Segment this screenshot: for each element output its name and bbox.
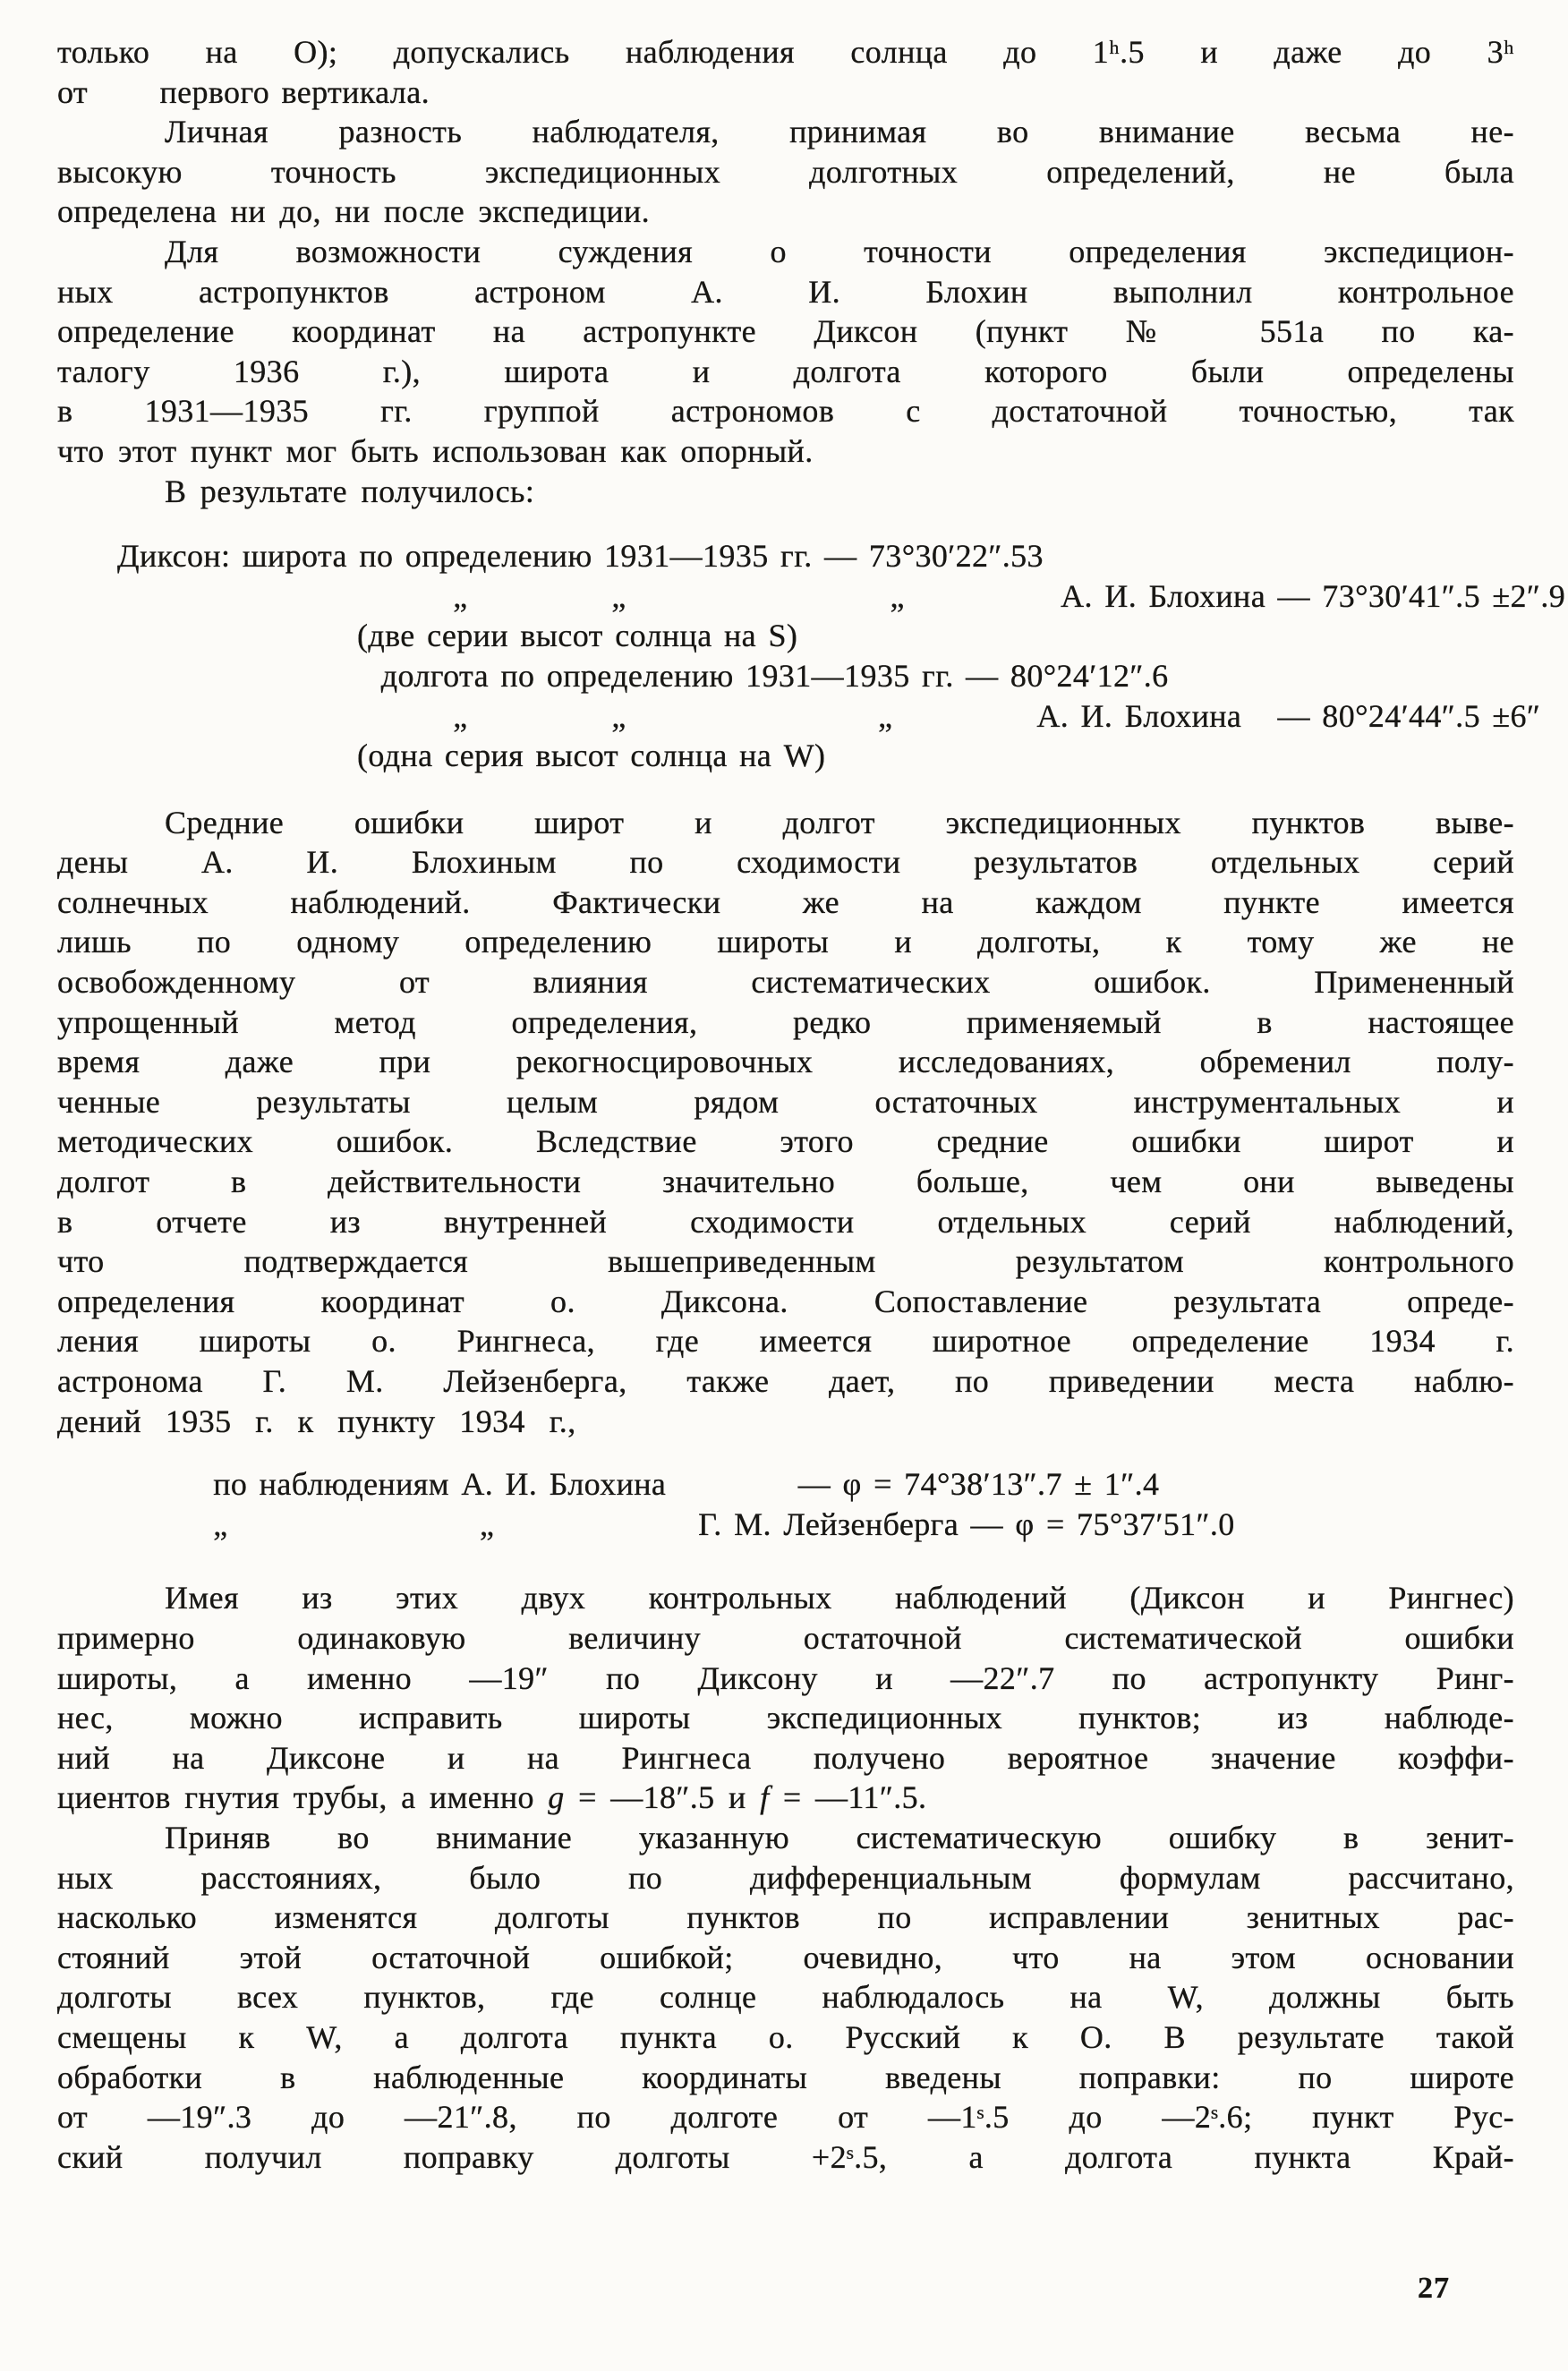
text-line: обработки в наблюденные координаты введены поправки: по широте — [57, 2059, 1514, 2095]
text-line: освобожденному от влияния систематических ошибок. Примененный — [57, 964, 1514, 1001]
paragraph-continued — [57, 32, 1514, 112]
paragraph-systematic-error — [57, 1578, 1514, 1818]
data-line: по наблюдениям А. И. Блохина — φ = 74°38′13″.7 ± 1″.4 — [57, 1466, 1160, 1503]
paragraph-corrections — [57, 1818, 1514, 2177]
dixon-coordinates-block — [57, 536, 1566, 776]
result-intro-line: В результате получилось: — [165, 473, 535, 509]
text-line: ления широты о. Рингнеса, где имеется широтное определение 1934 г. — [57, 1323, 1514, 1360]
text-line: Приняв во внимание указанную систематическую ошибку в зенит- — [165, 1819, 1514, 1855]
text-column — [57, 32, 1566, 2177]
data-line: (одна серия высот солнца на W) — [57, 738, 826, 774]
text-line: Личная разность наблюдателя, принимая во внимание весьма не- — [165, 114, 1514, 150]
text-line: широты, а именно —19″ по Диксону и —22″.7 по астропункту Ринг- — [57, 1659, 1514, 1696]
paragraph-personal-difference — [57, 112, 1514, 232]
text-line: талогу 1936 г.), широта и долгота которого были определены — [57, 353, 1514, 389]
text-line: ных астропунктов астроном А. И. Блохин выполнил контрольное — [57, 273, 1514, 310]
text-line: долготы всех пунктов, где солнце наблюдалось на W, должны быть — [57, 1979, 1514, 2016]
text-line: астронома Г. М. Лейзенберга, также дает, по приведении места наблю- — [57, 1363, 1514, 1399]
text-line: ский получил поправку долготы +2ˢ.5, а долгота пункта Край- — [57, 2138, 1514, 2175]
text-line: нес, можно исправить широты экспедиционных пунктов; из наблюде- — [57, 1700, 1514, 1736]
data-line: „ „ „ А. И. Блохина — 80°24′44″.5 ±6″ — [57, 697, 1541, 734]
data-line: „ „ „ А. И. Блохина — 73°30′41″.5 ±2″.9 — [57, 577, 1566, 614]
text-line: ченные результаты целым рядом остаточных инструментальных и — [57, 1083, 1514, 1120]
text-line: что подтверждается вышеприведенным результатом контрольного — [57, 1243, 1514, 1280]
text-line: стояний этой остаточной ошибкой; очевидно, что на этом основании — [57, 1939, 1514, 1975]
data-line: (две серии высот солнца на S) — [57, 618, 798, 654]
coefficient-f: f — [760, 1779, 770, 1816]
text-line: методических ошибок. Вследствие этого средние ошибки широт и — [57, 1123, 1514, 1160]
text-line: что этот пункт мог быть использован как опорный. — [57, 432, 814, 469]
text-line: в отчете из внутренней сходимости отдельных серий наблюдений, — [57, 1203, 1514, 1240]
data-line: „ „ Г. М. Лейзенберга — φ = 75°37′51″.0 — [57, 1505, 1235, 1542]
text-line: высокую точность экспедиционных долготных определений, не была — [57, 153, 1514, 190]
text-line: только на O); допускались наблюдения солнца до 1ʰ.5 и даже до 3ʰ — [57, 34, 1514, 70]
paragraph-control-determination — [57, 232, 1514, 472]
text-line: лишь по одному определению широты и долготы, к тому же не — [57, 924, 1514, 960]
text-line: в 1931—1935 гг. группой астрономов с достаточной точностью, так — [57, 393, 1514, 430]
text-segment: = —11″.5. — [769, 1779, 927, 1816]
text-line: смещены к W, а долгота пункта о. Русский к О. В результате такой — [57, 2018, 1514, 2055]
data-line: Диксон: широта по определению 1931—1935 гг. — 73°30′22″.53 — [57, 538, 1044, 575]
text-line: дений 1935 г. к пункту 1934 г., — [57, 1403, 576, 1439]
data-line: долгота по определению 1931—1935 гг. — 80°24′12″.6 — [57, 657, 1169, 694]
page-number: 27 — [1418, 2272, 1450, 2305]
text-line: время даже при рекогносцировочных исследованиях, обременил полу- — [57, 1044, 1514, 1080]
text-line: дены А. И. Блохиным по сходимости результатов отдельных серий — [57, 844, 1514, 881]
text-line: определения координат о. Диксона. Сопоставление результата опреде- — [57, 1283, 1514, 1319]
text-line: определена ни до, ни после экспедиции. — [57, 193, 651, 230]
text-line: Имея из этих двух контрольных наблюдений (Диксон и Рингнес) — [165, 1580, 1514, 1616]
latitude-observations-block — [57, 1464, 1514, 1544]
text-line: ний на Диксоне и на Рингнеса получено вероятное значение коэффи- — [57, 1739, 1514, 1776]
text-line: долгот в действительности значительно больше, чем они выведены — [57, 1164, 1514, 1200]
text-line: Средние ошибки широт и долгот экспедиционных пунктов выве- — [165, 804, 1514, 840]
text-line: упрощенный метод определения, редко применяемый в настоящее — [57, 1003, 1514, 1040]
text-line-with-coefficients — [57, 1778, 1514, 1818]
text-line: солнечных наблюдений. Фактически же на каждом пункте имеется — [57, 883, 1514, 920]
text-line: Для возможности суждения о точности определения экспедицион- — [165, 233, 1514, 269]
text-line: ных расстояниях, было по дифференциальным формулам рассчитано, — [57, 1859, 1514, 1896]
text-line: насколько изменятся долготы пунктов по исправлении зенитных рас- — [57, 1899, 1514, 1936]
text-line: определение координат на астропункте Диксон (пункт № 551а по ка- — [57, 313, 1514, 350]
text-line: от первого вертикала. — [57, 73, 430, 110]
text-segment: циентов гнутия трубы, а именно — [57, 1779, 549, 1816]
coefficient-g: g — [548, 1779, 565, 1816]
text-segment: = —18″.5 и — [564, 1779, 761, 1816]
paragraph-mean-errors — [57, 803, 1514, 1442]
text-line: от —19″.3 до —21″.8, по долготе от —1ˢ.5 до —2ˢ.6; пункт Рус- — [57, 2099, 1514, 2136]
text-line: примерно одинаковую величину остаточной систематической ошибки — [57, 1619, 1514, 1656]
